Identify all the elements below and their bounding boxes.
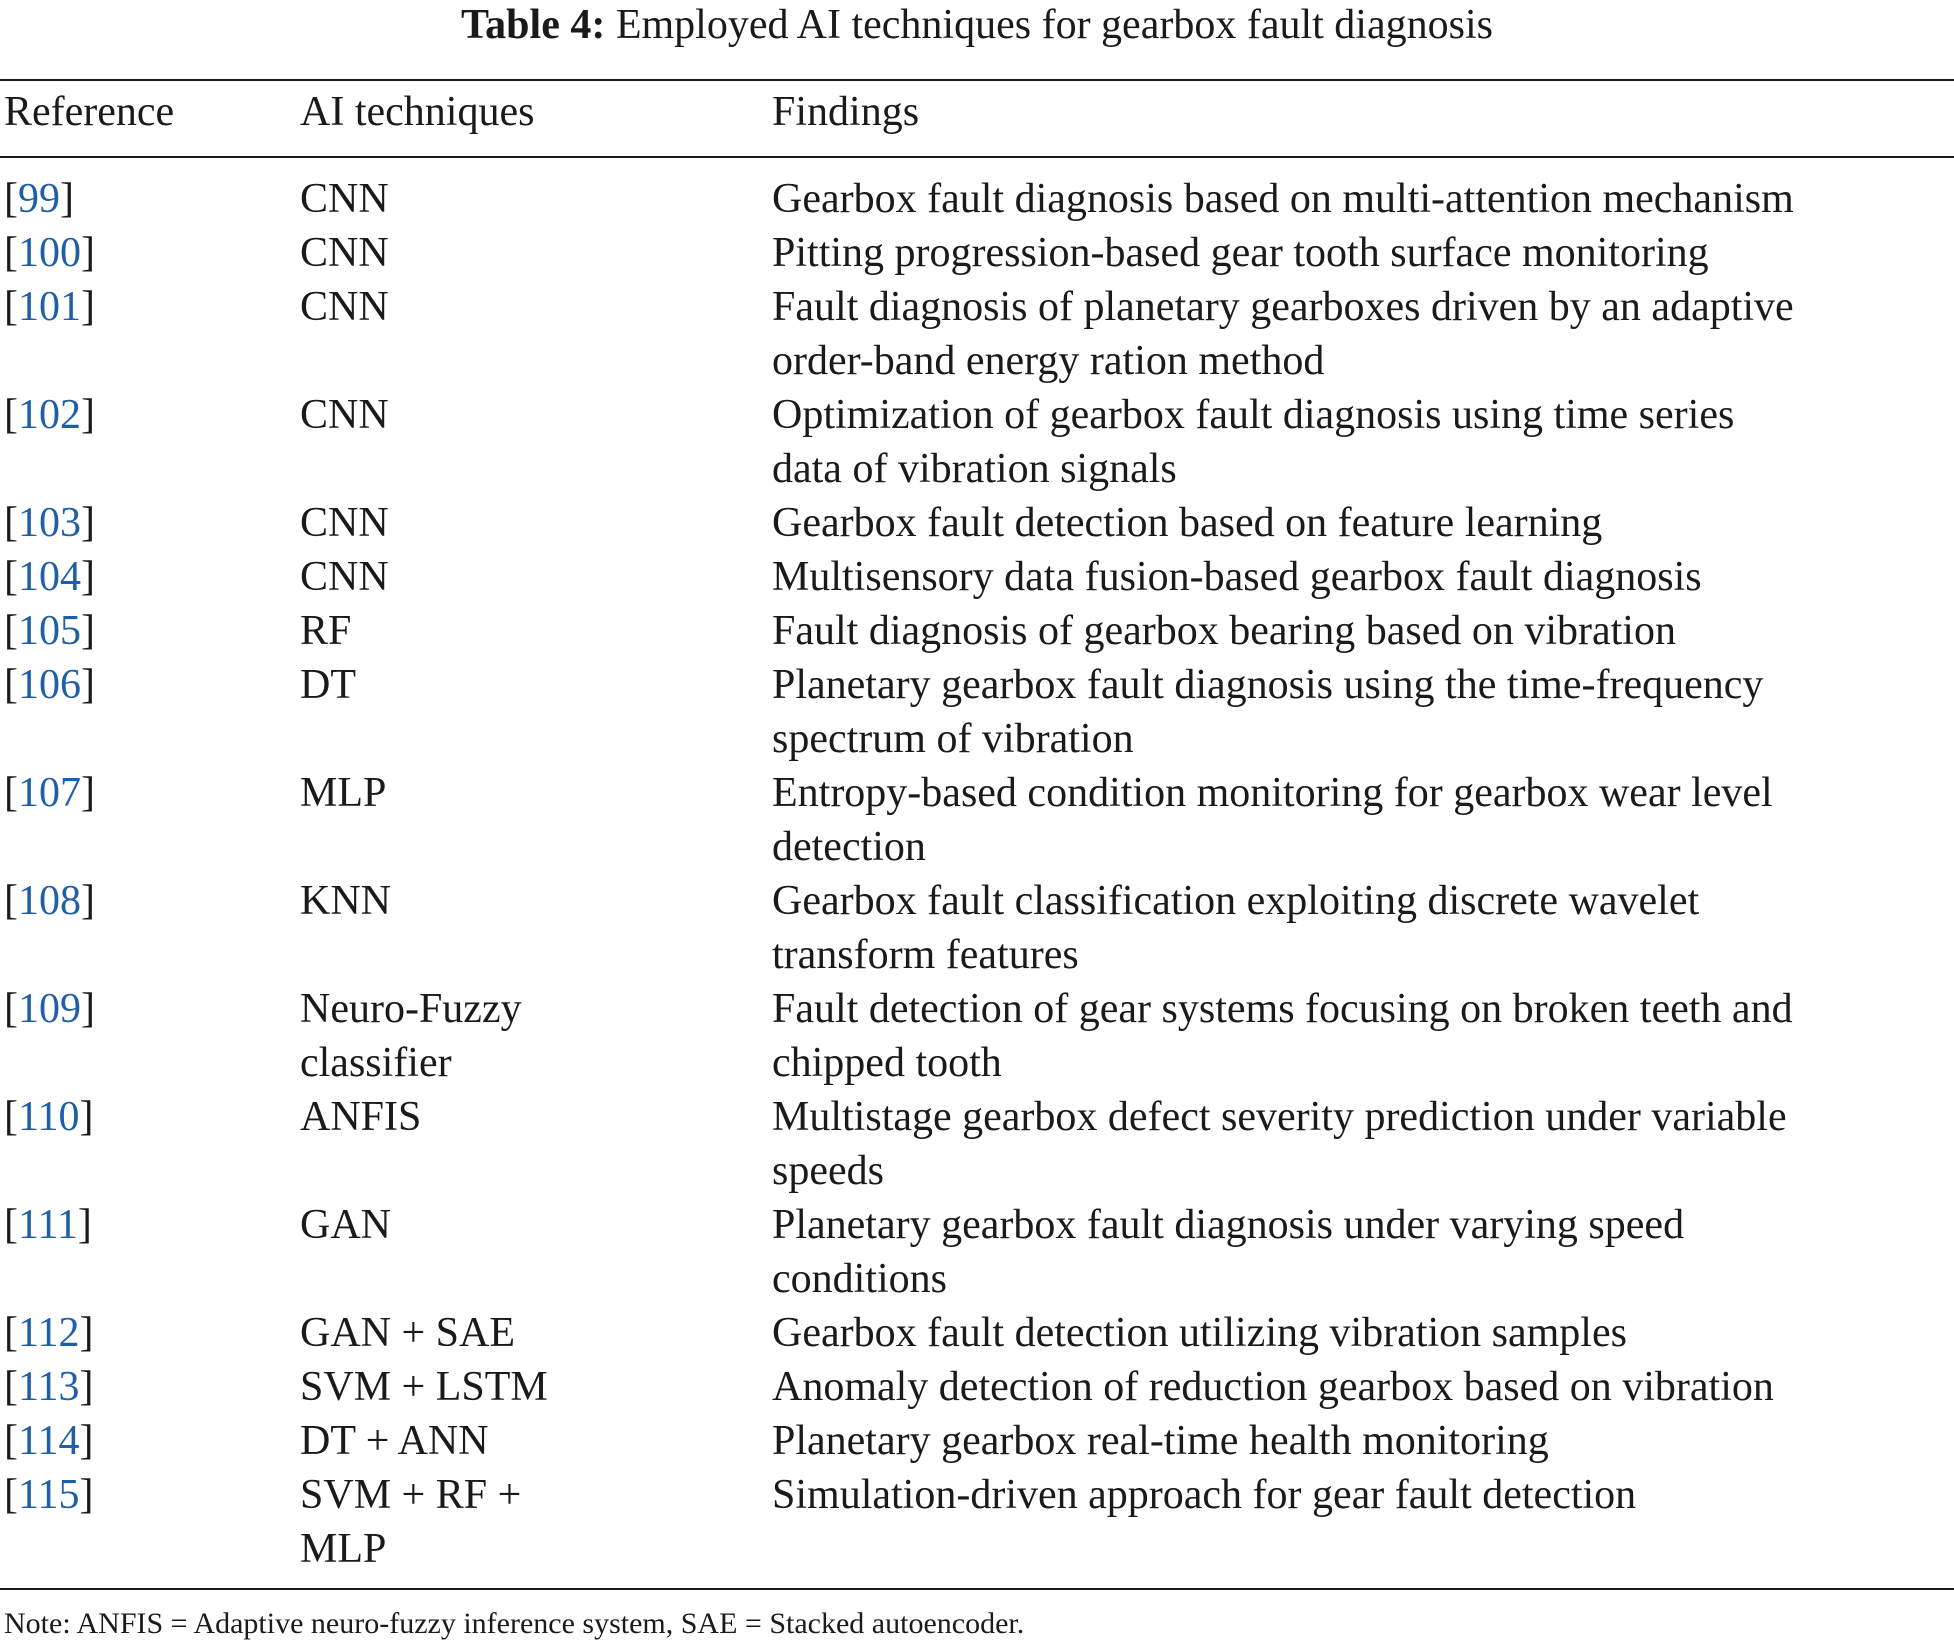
reference-cell: [100] (4, 230, 95, 276)
ai-technique-line: Neuro-Fuzzy (300, 986, 522, 1032)
header-reference: Reference (4, 89, 175, 135)
table-row (0, 1414, 1954, 1468)
reference-link[interactable]: 107 (18, 770, 81, 816)
findings-line: Multisensory data fusion-based gearbox fault diagnosis (772, 554, 1702, 600)
reference-link[interactable]: 112 (18, 1310, 80, 1356)
findings-cell (772, 1414, 1952, 1468)
ai-technique-cell (300, 874, 760, 928)
reference-cell: [106] (4, 662, 95, 708)
findings-line: Gearbox fault detection based on feature learning (772, 500, 1603, 546)
ai-technique-line: RF (300, 608, 352, 654)
findings-cell (772, 1468, 1952, 1522)
findings-line: detection (772, 824, 926, 870)
ai-technique-line: KNN (300, 878, 391, 924)
ai-technique-line: MLP (300, 770, 387, 816)
reference-link[interactable]: 114 (18, 1418, 80, 1464)
table-row (0, 550, 1954, 604)
findings-cell (772, 982, 1952, 1090)
findings-line: Multistage gearbox defect severity prediction under variable (772, 1094, 1787, 1140)
ai-technique-line: CNN (300, 500, 389, 546)
reference-link[interactable]: 102 (18, 392, 81, 438)
findings-line: Planetary gearbox real-time health monitoring (772, 1418, 1549, 1464)
table-caption (0, 0, 1954, 50)
table-row (0, 604, 1954, 658)
findings-line: Anomaly detection of reduction gearbox based on vibration (772, 1364, 1774, 1410)
findings-line: Gearbox fault classification exploiting discrete wavelet (772, 878, 1700, 924)
ai-technique-cell (300, 1306, 760, 1360)
table-row (0, 1090, 1954, 1198)
reference-link[interactable]: 106 (18, 662, 81, 708)
ai-technique-line: classifier (300, 1040, 452, 1086)
ai-technique-line: DT + ANN (300, 1418, 489, 1464)
reference-link[interactable]: 99 (18, 176, 60, 222)
ai-technique-cell (300, 766, 760, 820)
table-body (0, 172, 1954, 1576)
findings-line: Fault diagnosis of gearbox bearing based on vibration (772, 608, 1676, 654)
findings-line: data of vibration signals (772, 446, 1177, 492)
findings-line: Gearbox fault diagnosis based on multi-attention mechanism (772, 176, 1794, 222)
reference-cell: [109] (4, 986, 95, 1032)
reference-cell: [107] (4, 770, 95, 816)
reference-link[interactable]: 101 (18, 284, 81, 330)
table-caption-title: Employed AI techniques for gearbox fault diagnosis (615, 2, 1493, 48)
findings-line: transform features (772, 932, 1079, 978)
ai-technique-cell (300, 1198, 760, 1252)
table-row (0, 1468, 1954, 1576)
findings-line: chipped tooth (772, 1040, 1002, 1086)
ai-technique-cell (300, 658, 760, 712)
table-row (0, 766, 1954, 874)
table-header-rule (0, 156, 1954, 158)
ai-technique-line: DT (300, 662, 356, 708)
ai-technique-line: GAN + SAE (300, 1310, 516, 1356)
ai-technique-line: CNN (300, 392, 389, 438)
reference-cell: [111] (4, 1202, 92, 1248)
table-bottom-rule (0, 1588, 1954, 1590)
findings-line: Fault diagnosis of planetary gearboxes driven by an adaptive (772, 284, 1794, 330)
table-row (0, 1306, 1954, 1360)
table-row (0, 172, 1954, 226)
ai-technique-cell (300, 280, 760, 334)
ai-technique-line: SVM + LSTM (300, 1364, 548, 1410)
findings-line: spectrum of vibration (772, 716, 1134, 762)
findings-line: Pitting progression-based gear tooth surface monitoring (772, 230, 1709, 276)
findings-cell (772, 550, 1952, 604)
findings-line: conditions (772, 1256, 947, 1302)
reference-link[interactable]: 113 (18, 1364, 80, 1410)
findings-cell (772, 1306, 1952, 1360)
table-header-row (0, 82, 1954, 152)
ai-technique-cell (300, 388, 760, 442)
reference-cell: [101] (4, 284, 95, 330)
ai-technique-line: MLP (300, 1526, 387, 1572)
ai-technique-line: CNN (300, 176, 389, 222)
ai-technique-cell (300, 1414, 760, 1468)
ai-technique-line: CNN (300, 554, 389, 600)
ai-technique-line: CNN (300, 230, 389, 276)
header-findings: Findings (772, 89, 920, 135)
ai-technique-line: CNN (300, 284, 389, 330)
table-row (0, 874, 1954, 982)
findings-cell (772, 496, 1952, 550)
findings-line: speeds (772, 1148, 884, 1194)
table-row (0, 388, 1954, 496)
findings-cell (772, 1090, 1952, 1198)
reference-link[interactable]: 105 (18, 608, 81, 654)
findings-line: Planetary gearbox fault diagnosis using the time-frequency (772, 662, 1764, 708)
reference-link[interactable]: 100 (18, 230, 81, 276)
findings-cell (772, 604, 1952, 658)
reference-link[interactable]: 115 (18, 1472, 80, 1518)
reference-cell: [99] (4, 176, 74, 222)
table-row (0, 1360, 1954, 1414)
findings-cell (772, 388, 1952, 496)
findings-line: Planetary gearbox fault diagnosis under varying speed (772, 1202, 1685, 1248)
findings-line: Entropy-based condition monitoring for gearbox wear level (772, 770, 1773, 816)
ai-technique-cell (300, 1360, 760, 1414)
reference-link[interactable]: 111 (18, 1202, 78, 1248)
ai-technique-cell (300, 226, 760, 280)
reference-link[interactable]: 108 (18, 878, 81, 924)
findings-line: Gearbox fault detection utilizing vibration samples (772, 1310, 1627, 1356)
header-ai-techniques: AI techniques (300, 89, 535, 135)
ai-technique-cell (300, 172, 760, 226)
table-row (0, 658, 1954, 766)
reference-cell: [103] (4, 500, 95, 546)
findings-cell (772, 658, 1952, 766)
reference-link[interactable]: 103 (18, 500, 81, 546)
table-row (0, 280, 1954, 388)
reference-cell: [113] (4, 1364, 94, 1410)
ai-technique-cell (300, 550, 760, 604)
reference-link[interactable]: 110 (18, 1094, 80, 1140)
findings-line: Simulation-driven approach for gear fault detection (772, 1472, 1637, 1518)
findings-cell (772, 1360, 1952, 1414)
findings-cell (772, 226, 1952, 280)
findings-cell (772, 280, 1952, 388)
ai-technique-cell (300, 982, 760, 1090)
reference-cell: [102] (4, 392, 95, 438)
ai-technique-cell (300, 496, 760, 550)
findings-line: Fault detection of gear systems focusing on broken teeth and (772, 986, 1793, 1032)
ai-technique-cell (300, 1468, 760, 1576)
reference-cell: [108] (4, 878, 95, 924)
reference-cell: [114] (4, 1418, 94, 1464)
findings-cell (772, 874, 1952, 982)
reference-cell: [112] (4, 1310, 94, 1356)
reference-cell: [110] (4, 1094, 94, 1140)
reference-cell: [105] (4, 608, 95, 654)
reference-link[interactable]: 104 (18, 554, 81, 600)
table-note: Note: ANFIS = Adaptive neuro-fuzzy inference system, SAE = Stacked autoencoder. (4, 1607, 1025, 1640)
ai-technique-line: ANFIS (300, 1094, 422, 1140)
findings-line: Optimization of gearbox fault diagnosis using time series (772, 392, 1735, 438)
table-top-rule (0, 79, 1954, 81)
findings-line: order-band energy ration method (772, 338, 1325, 384)
reference-cell: [104] (4, 554, 95, 600)
table-row (0, 1198, 1954, 1306)
ai-technique-cell (300, 604, 760, 658)
findings-cell (772, 172, 1952, 226)
table-row (0, 496, 1954, 550)
ai-technique-cell (300, 1090, 760, 1144)
table-caption-label: Table 4: (461, 2, 606, 48)
table-row (0, 226, 1954, 280)
ai-technique-line: GAN (300, 1202, 391, 1248)
findings-cell (772, 766, 1952, 874)
reference-link[interactable]: 109 (18, 986, 81, 1032)
table-row (0, 982, 1954, 1090)
ai-technique-line: SVM + RF + (300, 1472, 522, 1518)
findings-cell (772, 1198, 1952, 1306)
reference-cell: [115] (4, 1472, 94, 1518)
